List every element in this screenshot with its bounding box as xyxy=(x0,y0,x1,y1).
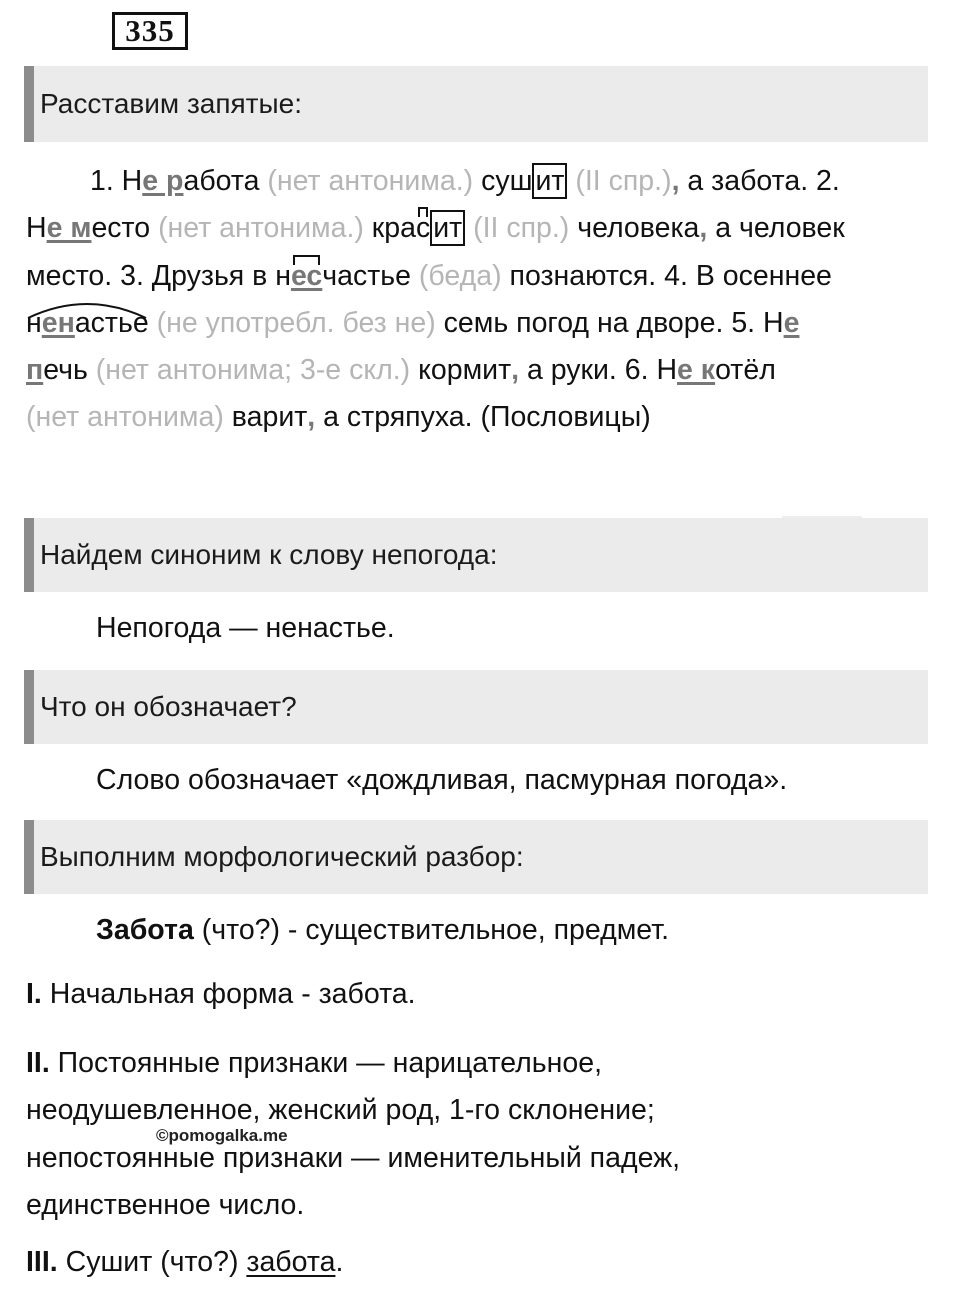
grey-note: (II спр.) xyxy=(465,212,570,245)
proverb-line-5 xyxy=(26,347,941,394)
proverb-line-6 xyxy=(26,394,941,441)
text-fragment: ечь xyxy=(43,354,96,387)
text-fragment: н xyxy=(26,306,42,339)
text-fragment: Н xyxy=(26,212,47,245)
section-title: Выполним морфологический разбор: xyxy=(40,841,524,872)
text-fragment: кра xyxy=(363,212,416,245)
highlight-letters: ес xyxy=(291,253,322,300)
text-fragment: отёл xyxy=(715,354,776,387)
grey-note: (не употребл. без не) xyxy=(156,306,436,339)
synonym-answer: Непогода — ненастье. xyxy=(96,612,395,644)
text-fragment: а руки. 6. Н xyxy=(519,354,678,387)
text-fragment: а забота. 2. xyxy=(679,165,840,197)
grey-note: (нет антонима) xyxy=(26,401,224,434)
grey-note: (нет антонима.) xyxy=(158,212,364,245)
section-title: Что он обозначает? xyxy=(40,691,297,722)
ending-box: ит xyxy=(430,210,465,246)
point-label: III. xyxy=(26,1246,58,1278)
point-end: . xyxy=(335,1246,344,1278)
morph-point-ii xyxy=(26,1040,680,1229)
section-title: Расставим запятые: xyxy=(40,88,302,119)
text-fragment: семь погод на дворе. 5. Н xyxy=(435,306,784,339)
grey-note: (нет антонима; 3-е скл.) xyxy=(95,354,411,387)
point-text: Сушит (что?) xyxy=(57,1246,247,1278)
text-fragment: кормит xyxy=(410,354,512,387)
inserted-comma: , xyxy=(307,401,316,434)
proverb-line-4 xyxy=(26,300,941,347)
proverb-line-3 xyxy=(26,253,941,300)
grey-note: (нет антонима.) xyxy=(267,165,474,197)
point-ii-line-2: неодушевленное, женский род, 1-го склонение; xyxy=(26,1094,655,1127)
morph-intro xyxy=(96,914,669,947)
morph-point-iii xyxy=(26,1246,343,1279)
point-ii-line-1 xyxy=(26,1040,680,1087)
grey-note: (II спр.) xyxy=(567,165,672,197)
text-fragment: есто xyxy=(91,212,159,245)
text-fragment: познаются. 4. В осеннее xyxy=(501,259,832,292)
point-ii-line-3: непостоянные признаки — именительный падеж, xyxy=(26,1141,681,1174)
point-text: Начальная форма - забота. xyxy=(41,978,416,1010)
section-header-synonym xyxy=(24,518,928,592)
highlight-letters: е м xyxy=(46,212,92,245)
point-label: I. xyxy=(26,978,42,1010)
proverbs-paragraph xyxy=(26,158,941,442)
watermark: ©pomogalka.me xyxy=(156,1126,288,1145)
meaning-answer: Слово обозначает «дождливая, пасмурная погода». xyxy=(96,764,788,796)
grey-note: (беда) xyxy=(418,259,502,292)
highlight-letters: п xyxy=(26,354,44,387)
section-title: Найдем синоним к слову непогода: xyxy=(40,539,498,570)
text-fragment: суш xyxy=(473,165,533,197)
inserted-comma: , xyxy=(671,165,680,197)
morph-word: Забота xyxy=(96,914,194,946)
text-fragment: 1. Н xyxy=(90,165,143,197)
text-fragment: а стряпуха. (Пословицы) xyxy=(315,401,651,434)
root-mark: с xyxy=(416,205,430,252)
inserted-comma: , xyxy=(699,212,708,245)
ending-box: ит xyxy=(532,163,567,199)
inserted-comma: , xyxy=(511,354,520,387)
point-ii-line-4: единственное число. xyxy=(26,1188,305,1221)
morph-intro-rest: (что?) - существительное, предмет. xyxy=(193,914,670,946)
text-fragment: астье xyxy=(74,306,157,339)
point-text: Постоянные признаки — нарицательное, xyxy=(49,1047,602,1079)
point-label: II. xyxy=(26,1047,50,1079)
section-header-commas xyxy=(24,66,928,142)
section-header-meaning xyxy=(24,670,928,744)
text-fragment: а человек xyxy=(707,212,845,245)
morph-point-i xyxy=(26,978,416,1011)
text-fragment: место. 3. Друзья в н xyxy=(26,259,291,292)
text-fragment: абота xyxy=(183,165,268,197)
underlined-subject: забота xyxy=(246,1246,336,1278)
highlight-letters: ен xyxy=(41,306,75,339)
highlight-letters: е к xyxy=(677,354,716,387)
highlight-letters: е xyxy=(783,306,800,339)
highlight-letters: е р xyxy=(142,165,184,197)
text-fragment: частье xyxy=(322,259,419,292)
text-fragment: варит xyxy=(223,401,308,434)
text-fragment: человека xyxy=(569,212,700,245)
exercise-number: 335 xyxy=(112,12,188,50)
proverb-line-1 xyxy=(26,158,941,205)
proverb-line-2 xyxy=(26,205,941,252)
section-header-morph xyxy=(24,820,928,894)
